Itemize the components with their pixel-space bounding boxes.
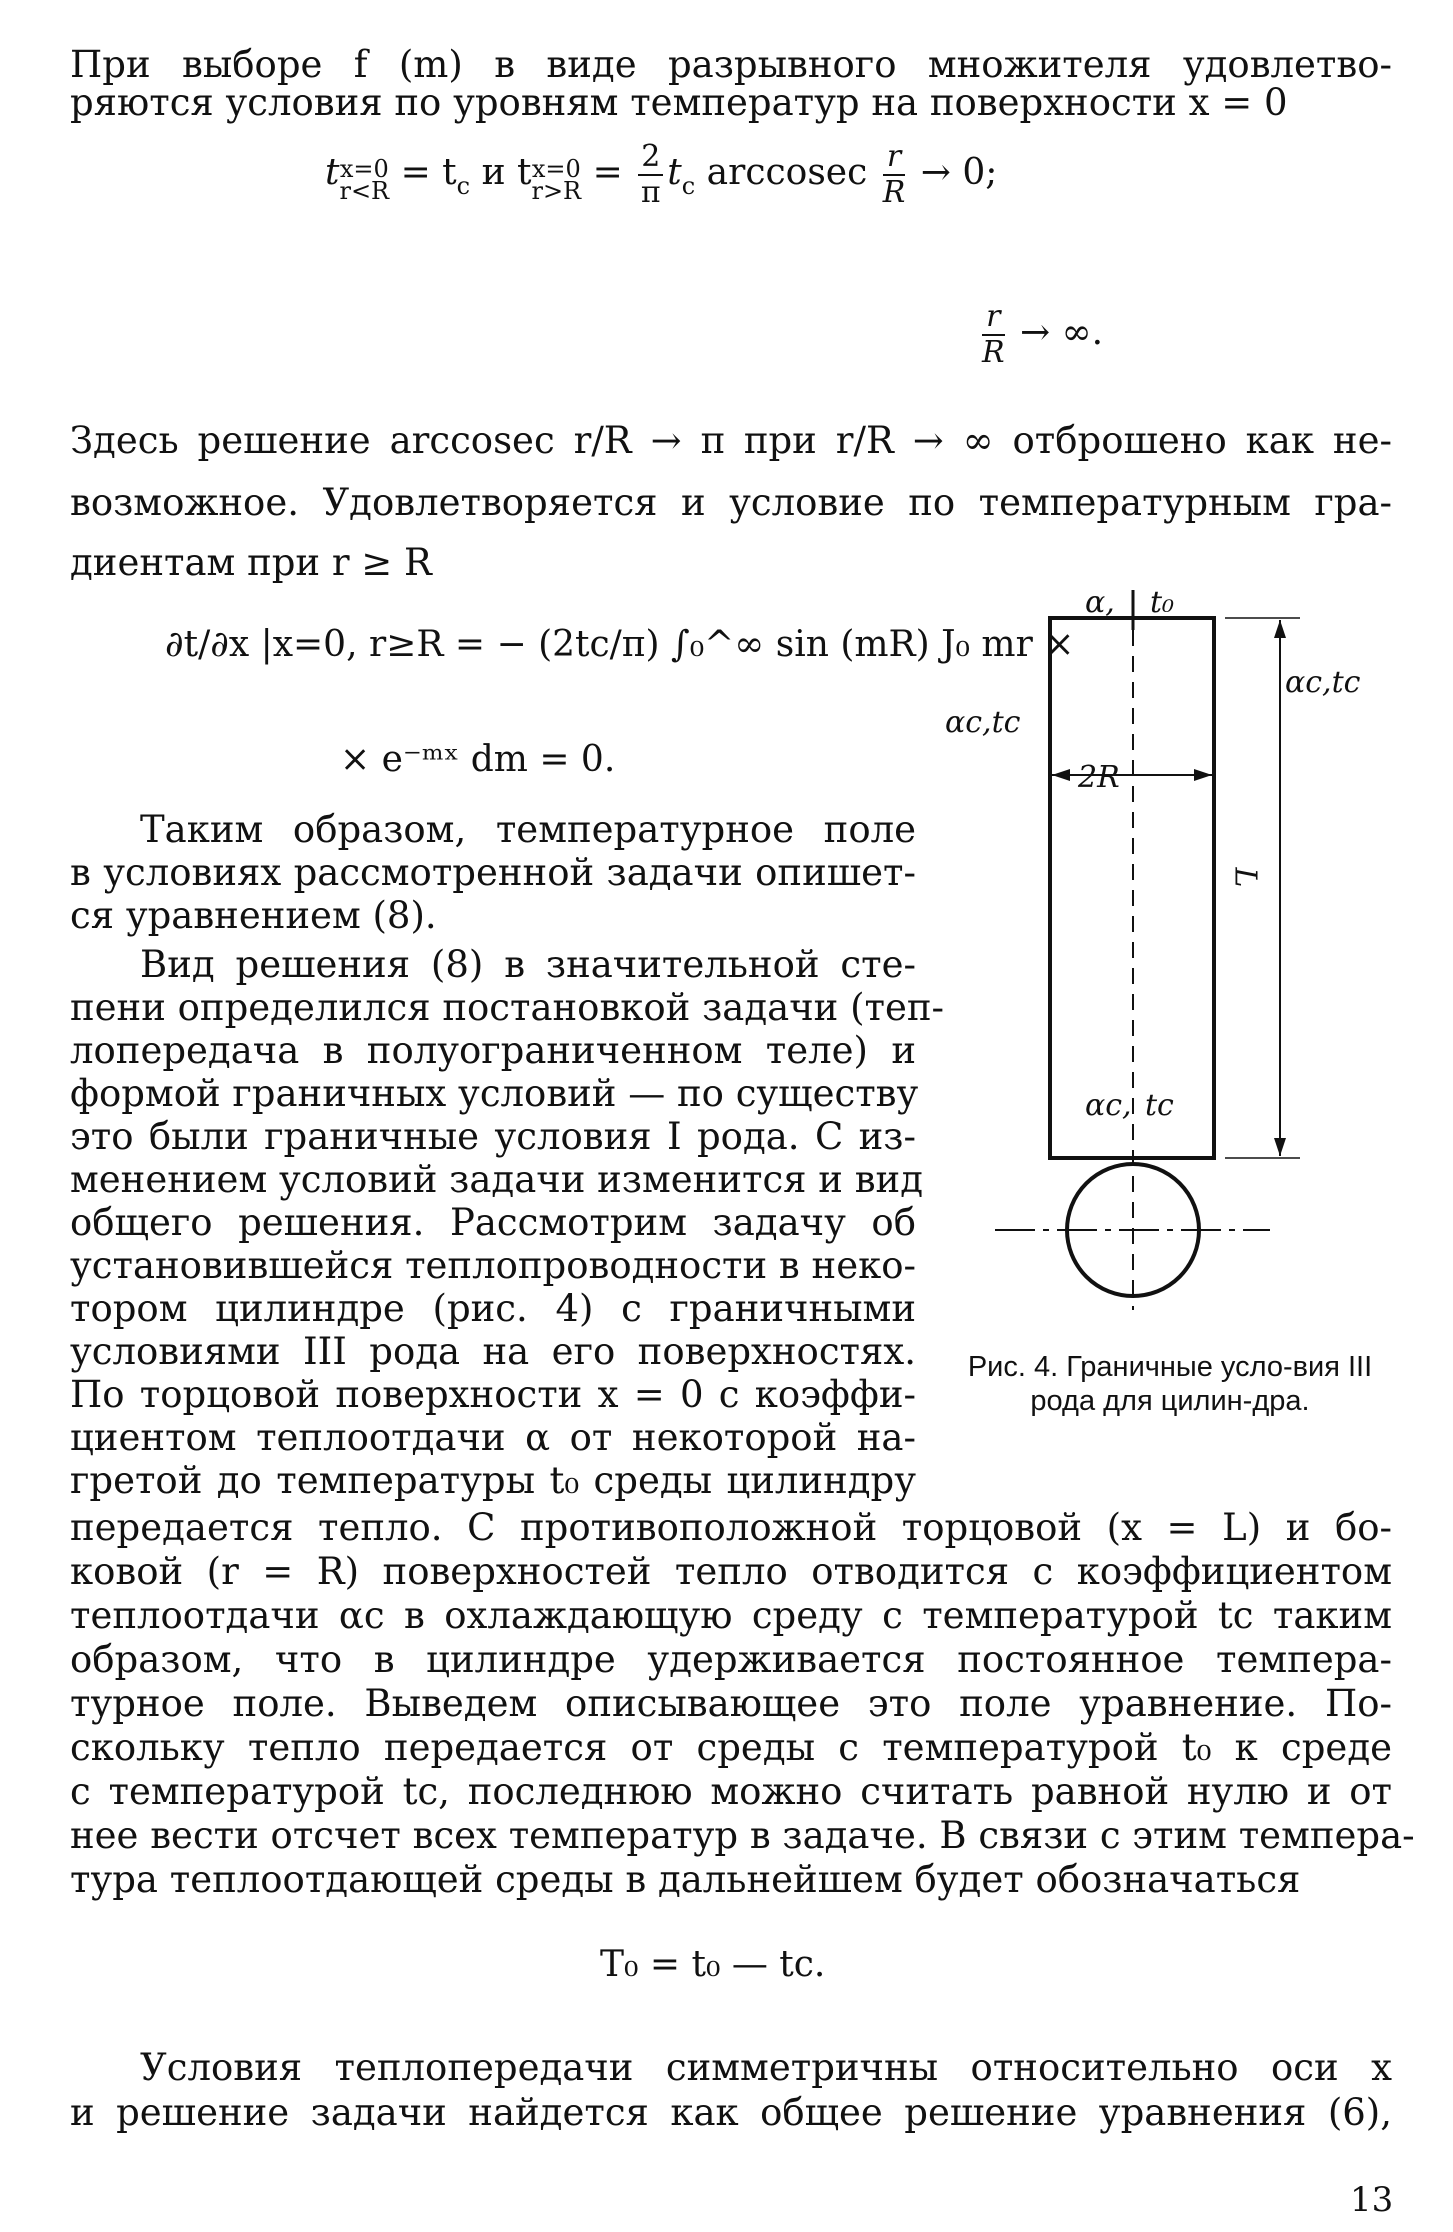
text-line: турное поле. Выведем описывающее это поле уравнение. По- [70, 1682, 1392, 1725]
eq-fraction: $\frac{r}{R}$ [882, 139, 906, 210]
text-line: с температурой tc, последнюю можно считать равной нулю и от [70, 1770, 1392, 1813]
text-line: ковой (r = R) поверхностей тепло отводится с коэффициентом [70, 1550, 1392, 1593]
text-line: Условия теплопередачи симметричны относительно оси x [140, 2046, 1392, 2089]
text-line: пени определился постановкой задачи (теп- [70, 986, 945, 1029]
text-line: Вид решения (8) в значительной сте- [140, 943, 916, 986]
text-line: это были граничные условия I рода. С из- [70, 1115, 916, 1158]
text-line: и решение задачи найдется как общее решение уравнения (6), [70, 2091, 1392, 2134]
arrowhead [1274, 620, 1286, 638]
label-side-right: αc,tc [1285, 665, 1361, 700]
eq-symbol: t [325, 152, 340, 193]
text-line: в условиях рассмотренной задачи опишет- [70, 851, 916, 894]
label-diameter: 2R [1078, 760, 1120, 795]
text-line: менением условий задачи изменится и вид [70, 1158, 923, 1201]
text-line: формой граничных условий — по существу [70, 1072, 919, 1115]
text-line: ряются условия по уровням температур на поверхности x = 0 [70, 81, 1288, 124]
text-line: скольку тепло передается от среды с температурой t₀ к среде [70, 1726, 1392, 1769]
label-alpha: α, [1085, 585, 1115, 620]
eq-symbol: t [667, 152, 682, 193]
page-number: 13 [1350, 2180, 1394, 2220]
eq-subscript: c [681, 172, 696, 200]
eq-subscript: c [456, 172, 471, 200]
text-line: гретой до температуры t₀ среды цилиндру [70, 1459, 916, 1502]
text-line: циентом теплоотдачи α от некоторой на- [70, 1416, 916, 1459]
eq-subscript: x=0 [531, 155, 581, 183]
equation-gradient: ∂t/∂x |x=0, r≥R = − (2tc/π) ∫₀^∞ sin (mR) J₀ mr × [165, 624, 1075, 665]
equation-limit [978, 300, 1103, 370]
text-line: лопередача в полуограниченном теле) и [70, 1029, 916, 1072]
eq-fraction: $\frac{2}{\pi}$ [638, 140, 663, 210]
arrowhead [1274, 1138, 1286, 1156]
text-line: установившейся теплопроводности в неко- [70, 1244, 916, 1287]
text-line: общего решения. Рассмотрим задачу об [70, 1201, 916, 1244]
eq-part: = [592, 152, 635, 193]
eq-part: arccosec [695, 152, 879, 193]
arrowhead [1194, 769, 1212, 781]
eq-part: = t [400, 152, 457, 193]
text-line: передается тепло. С противоположной торцовой (x = L) и бо- [70, 1506, 1392, 1549]
text-line: нее вести отсчет всех температур в задаче. В связи с этим темпера- [70, 1814, 1415, 1857]
label-side-left: αc,tc [945, 705, 1021, 740]
label-bottom-tc: tc [1145, 1088, 1174, 1123]
equation-boundary-surface [325, 140, 997, 210]
text-line: диентам при r ≥ R [70, 541, 432, 584]
eq-subscript: x=0 [339, 155, 389, 183]
equation-temperature: T₀ = t₀ — tc. [600, 1944, 826, 1985]
text-line: Таким образом, температурное поле [140, 808, 916, 851]
text-line: тором цилиндре (рис. 4) с граничными [70, 1287, 916, 1330]
equation-gradient-cont: × e⁻ᵐˣ dm = 0. [340, 739, 616, 780]
text-line: тура теплоотдающей среды в дальнейшем будет обозначаться [70, 1858, 1301, 1901]
label-length: L [1227, 867, 1263, 888]
text-line: ся уравнением (8). [70, 894, 437, 937]
arrowhead [1052, 769, 1070, 781]
eq-part: и t [481, 152, 532, 193]
figure-caption: Рис. 4. Граничные усло-вия III рода для цилин-дра. [967, 1351, 1373, 1417]
text-line: теплоотдачи αc в охлаждающую среду с температурой tc таким [70, 1594, 1392, 1637]
label-bottom-alpha: αc, [1085, 1088, 1132, 1123]
text-line: возможное. Удовлетворяется и условие по температурным гра- [70, 481, 1392, 524]
text-line: Здесь решение arccosec r/R → π при r/R → ∞ отброшено как не- [70, 419, 1392, 462]
eq-fraction: $\frac{r}{R}$ [982, 299, 1005, 370]
text-line: По торцовой поверхности x = 0 с коэффи- [70, 1373, 916, 1416]
eq-part: → ∞. [1008, 312, 1104, 353]
eq-subscript: r<R [339, 177, 390, 205]
text-line: образом, что в цилиндре удерживается постоянное темпера- [70, 1638, 1392, 1681]
eq-subscript: r>R [531, 177, 582, 205]
text-line: При выборе f (m) в виде разрывного множителя удовлетво- [70, 43, 1392, 86]
eq-part: → 0; [909, 152, 998, 193]
label-t0: t₀ [1150, 585, 1175, 620]
text-line: условиями III рода на его поверхностях. [70, 1330, 916, 1373]
